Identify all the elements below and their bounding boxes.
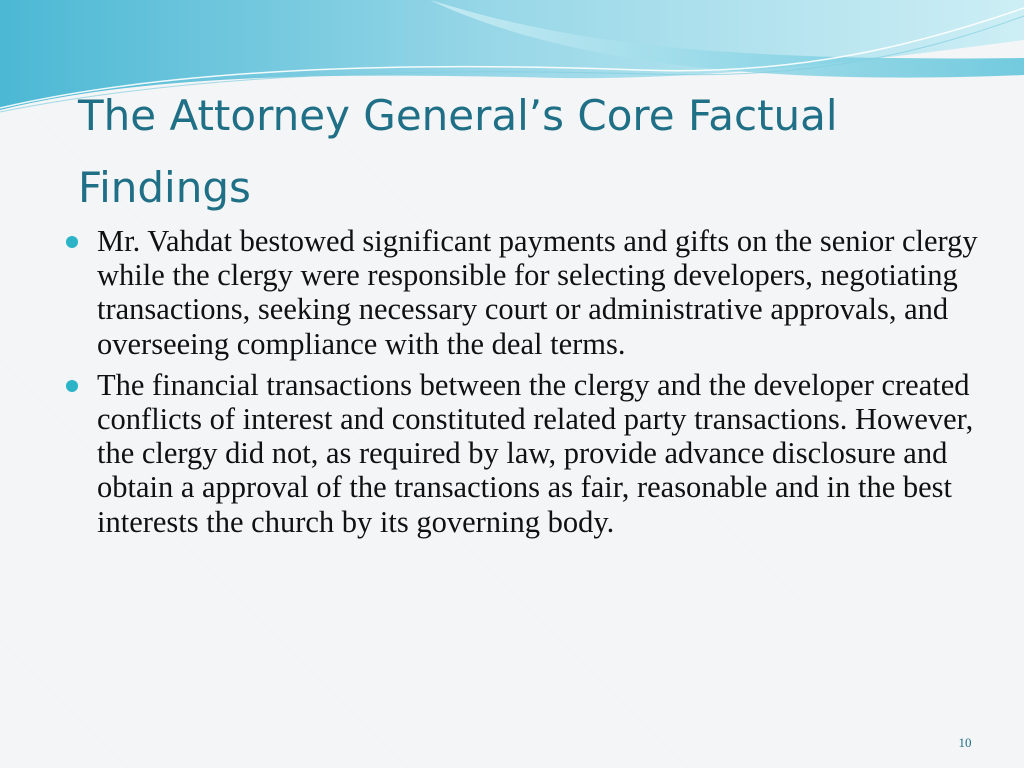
bullet-dot-icon bbox=[66, 236, 78, 248]
slide-title: The Attorney General’s Core Factual Findings bbox=[78, 91, 838, 212]
bullet-dot-icon bbox=[66, 380, 78, 392]
bullet-item bbox=[60, 224, 1015, 361]
slide-number: 10 bbox=[958, 735, 972, 750]
bullet-text: The financial transactions between the clergy and the developer created conflicts of interest and constituted related party transactions. However, the clergy did not, as required by law, provide advance disclosure and obtain a approval of the transactions as fair, reasonable and in the best interests the church by its governing body. bbox=[97, 367, 974, 539]
bullet-text: Mr. Vahdat bestowed significant payments and gifts on the senior clergy while the clergy were responsible for selecting developers, negotiating transactions, seeking necessary court or administrative approvals, and overseeing compliance with the deal terms. bbox=[97, 224, 978, 361]
bullet-list bbox=[60, 224, 1015, 546]
bullet-item bbox=[60, 368, 1015, 539]
